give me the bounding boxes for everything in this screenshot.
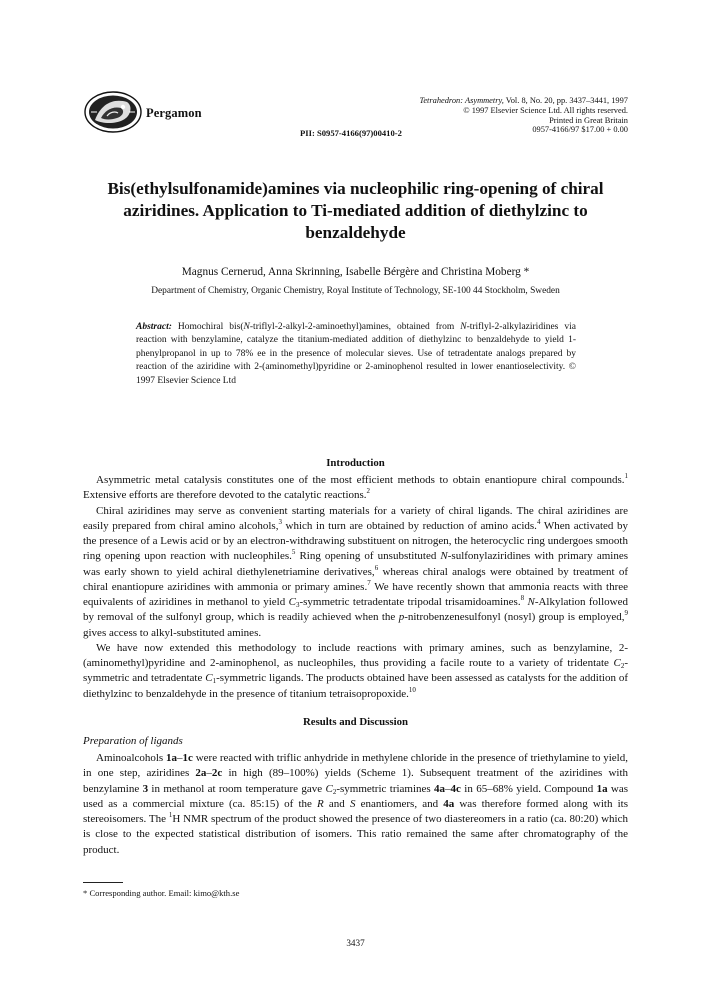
journal-info — [419, 96, 628, 135]
issn-price-line: 0957-4166/97 $17.00 + 0.00 — [532, 125, 628, 135]
article-title: Bis(ethylsulfonamide)amines via nucleophilic ring-opening of chiral aziridines. Application to Ti-mediated addition of diethylzinc to benzaldehyde — [107, 179, 604, 242]
introduction-body — [83, 473, 628, 702]
subsection-heading: Preparation of ligands — [83, 735, 183, 747]
results-body — [83, 751, 628, 858]
abstract: Abstract: Homochiral bis(N-triflyl-2-alkyl-2-aminoethyl)amines, obtained from N-triflyl-2-alkylaziridines via reaction with benzylamine, catalyze the titanium-mediated addition of diethylzinc to benzaldehyde to yield 1-phenylpropanol in up to 78% ee in the presence of molecular sieves. Use of tetradentate analogs prepared by reaction of the aziridine with 2-(aminomethyl)pyridine or 2-aminophenol resulted in lower enantioselectivity. © 1997 Elsevier Science Ltd — [136, 322, 576, 386]
affiliation: Department of Chemistry, Organic Chemistry, Royal Institute of Technology, SE-100 44 Stockholm, Sweden — [151, 286, 560, 296]
paragraph: Aminoalcohols 1a–1c were reacted with triflic anhydride in methylene chloride in the presence of triethylamine to yield, in one step, aziridines 2a–2c in high (89–100%) yields (Scheme 1). Subsequent treatment of the aziridines with benzylamine 3 in methanol at room temperature gave $C_2$-symmetric triamines 4a–4c in 65–68% yield. Compound 1a was used as a commercial mixture (ca. 85:15) of the R and S enantiomers, and 4a was therefore formed along with its stereoisomers. The $^1$H NMR spectrum of the product showed the presence of two diastereomers in a ratio (ca. 80:20) which is close to the expected statistical distribution of isomers. This ratio remained the same after chromatography of the product. — [83, 752, 629, 856]
journal-citation: Tetrahedron: Asymmetry, Vol. 8, No. 20, pp. 3437–3441, 1997 — [419, 96, 628, 105]
author-list: Magnus Cernerud, Anna Skrinning, Isabelle Bérgère and Christina Moberg * — [181, 266, 530, 278]
corresponding-author-footnote: * Corresponding author. Email: kimo@kth.se — [83, 888, 240, 898]
abstract-label: Abstract: — [136, 322, 172, 332]
paragraph: We have now extended this methodology to include reactions with primary amines, such as benzylamine, 2-(aminomethyl)pyridine and 2-aminophenol, as nucleophiles, thus providing a facile route to a variety of tridentate $C_2$-symmetric and tetradentate $C_1$-symmetric ligands. The products obtained have been assessed as catalysts for the addition of diethylzinc to benzaldehyde in the presence of titanium tetraisopropoxide.$^{10}$ — [83, 641, 628, 700]
footnote-divider — [83, 882, 123, 883]
paragraph: Chiral aziridines may serve as convenient starting materials for a variety of chiral ligands. The chiral aziridines are easily prepared from chiral amino alcohols,$^3$ which in turn are obtained by reduction of amino acids.$^4$ When activated by the presence of a Lewis acid or by an electron-withdrawing substituent on nitrogen, the heterocyclic ring undergoes smooth ring opening upon reaction with nucleophiles.$^5$ Ring opening of unsubstituted N-sulfonylaziridines with primary amines was early shown to yield achiral diethylenetriamine derivatives,$^6$ whereas chiral analogs were obtained by treatment of chiral enantiopure aziridines with ammonia or primary amines.$^7$ We have recently shown that ammonia reacts with three equivalents of aziridines in methanol to yield $C_3$-symmetric tetradentate tripodal trisamidoamines.$^8$ N-Alkylation followed by removal of the sulfonyl group, which is readily achieved when the p-nitrobenzenesulfonyl (nosyl) group is employed,$^9$ gives access to alkyl-substituted amines. — [83, 504, 629, 639]
results-heading: Results and Discussion — [302, 716, 408, 728]
publisher-name: Pergamon — [146, 106, 202, 120]
pergamon-logo — [83, 90, 143, 134]
pii-identifier: PII: S0957-4166(97)00410-2 — [300, 128, 402, 138]
copyright-line: © 1997 Elsevier Science Ltd. All rights reserved. — [463, 105, 628, 115]
page-number: 3437 — [346, 938, 365, 948]
introduction-heading: Introduction — [326, 457, 385, 469]
paragraph: Asymmetric metal catalysis constitutes one of the most efficient methods to obtain enantiopure chiral compounds.$^1$ Extensive efforts are therefore devoted to the catalytic reactions.$^2$ — [83, 472, 628, 502]
printed-line: Printed in Great Britain — [549, 115, 628, 125]
